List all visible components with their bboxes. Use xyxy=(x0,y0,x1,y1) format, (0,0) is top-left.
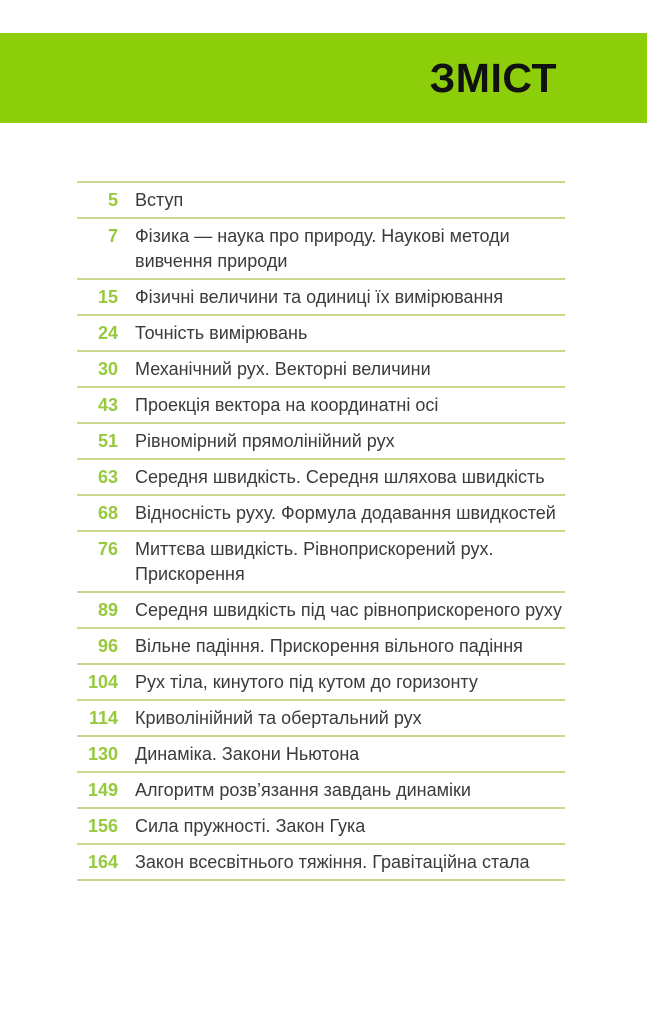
toc-entry-title: Закон всесвітнього тяжіння. Гравітаційна стала xyxy=(135,852,530,872)
toc-entry-title: Динаміка. Закони Ньютона xyxy=(135,744,360,764)
toc-entry-title: Вступ xyxy=(135,190,184,210)
toc-entry-title: Середня швидкість. Середня шляхова швидкість xyxy=(135,467,545,487)
toc-entry-title: Механічний рух. Векторні величини xyxy=(135,359,431,379)
toc-entry[interactable] xyxy=(77,699,565,735)
toc-entry[interactable] xyxy=(77,807,565,843)
toc-page-number: 5 xyxy=(107,190,118,210)
toc-entry[interactable] xyxy=(77,530,565,591)
toc-entry-title: Відносність руху. Формула додавання швидкостей xyxy=(135,503,556,523)
toc-entry-title: Алгоритм розв’язання завдань динаміки xyxy=(135,780,471,800)
toc-entry-title: Вільне падіння. Прискорення вільного падіння xyxy=(135,636,523,656)
toc-entry-title: Точність вимірювань xyxy=(135,323,308,343)
toc-entry[interactable] xyxy=(77,494,565,530)
toc-entry[interactable] xyxy=(77,771,565,807)
toc-entry[interactable] xyxy=(77,278,565,314)
toc-entry[interactable] xyxy=(77,314,565,350)
toc-entry-title: Проекція вектора на координатні осі xyxy=(135,395,439,415)
toc-page-number: 15 xyxy=(97,287,118,307)
toc-page-number: 156 xyxy=(87,816,118,836)
toc-entry[interactable] xyxy=(77,217,565,278)
toc-page-number: 114 xyxy=(88,708,118,728)
toc-entry[interactable] xyxy=(77,422,565,458)
toc-page-number: 68 xyxy=(97,503,118,523)
toc-page-number: 89 xyxy=(97,600,118,620)
toc-page-number: 51 xyxy=(97,431,118,451)
toc-entry[interactable] xyxy=(77,458,565,494)
toc-page-number: 76 xyxy=(97,539,118,559)
toc-entry[interactable] xyxy=(77,181,565,217)
toc-entry-title: Миттєва швидкість. Рівноприскорений рух. Прискорення xyxy=(135,539,494,584)
toc-page-number: 30 xyxy=(97,359,118,379)
toc-entry[interactable] xyxy=(77,627,565,663)
toc-page-number: 43 xyxy=(97,395,118,415)
toc-entry-title: Середня швидкість під час рівноприскореного руху xyxy=(135,600,562,620)
contents-header-banner xyxy=(0,33,647,123)
page-title: ЗМІСТ xyxy=(429,54,557,101)
toc-entry-title: Рух тіла, кинутого під кутом до горизонту xyxy=(135,672,478,692)
toc-entry-title: Криволінійний та обертальний рух xyxy=(135,708,422,728)
toc-page-number: 149 xyxy=(87,780,118,800)
toc-page-number: 164 xyxy=(87,852,118,872)
toc-list xyxy=(77,181,565,881)
toc-entry[interactable] xyxy=(77,735,565,771)
toc-entry[interactable] xyxy=(77,663,565,699)
toc-page-number: 104 xyxy=(87,672,118,692)
toc-entry[interactable] xyxy=(77,350,565,386)
toc-page-number: 96 xyxy=(97,636,118,656)
toc-entry[interactable] xyxy=(77,843,565,881)
toc-page-number: 24 xyxy=(97,323,118,343)
toc-page-number: 130 xyxy=(87,744,118,764)
toc-entry[interactable] xyxy=(77,591,565,627)
toc-entry[interactable] xyxy=(77,386,565,422)
toc-page-number: 7 xyxy=(107,226,118,246)
toc-entry-title: Фізичні величини та одиниці їх вимірювання xyxy=(135,287,504,307)
toc-page-number: 63 xyxy=(97,467,118,487)
toc-entry-title: Сила пружності. Закон Гука xyxy=(135,816,366,836)
toc-entry-title: Фізика — наука про природу. Наукові методи вивчення природи xyxy=(135,226,510,271)
toc-entry-title: Рівномірний прямолінійний рух xyxy=(135,431,395,451)
